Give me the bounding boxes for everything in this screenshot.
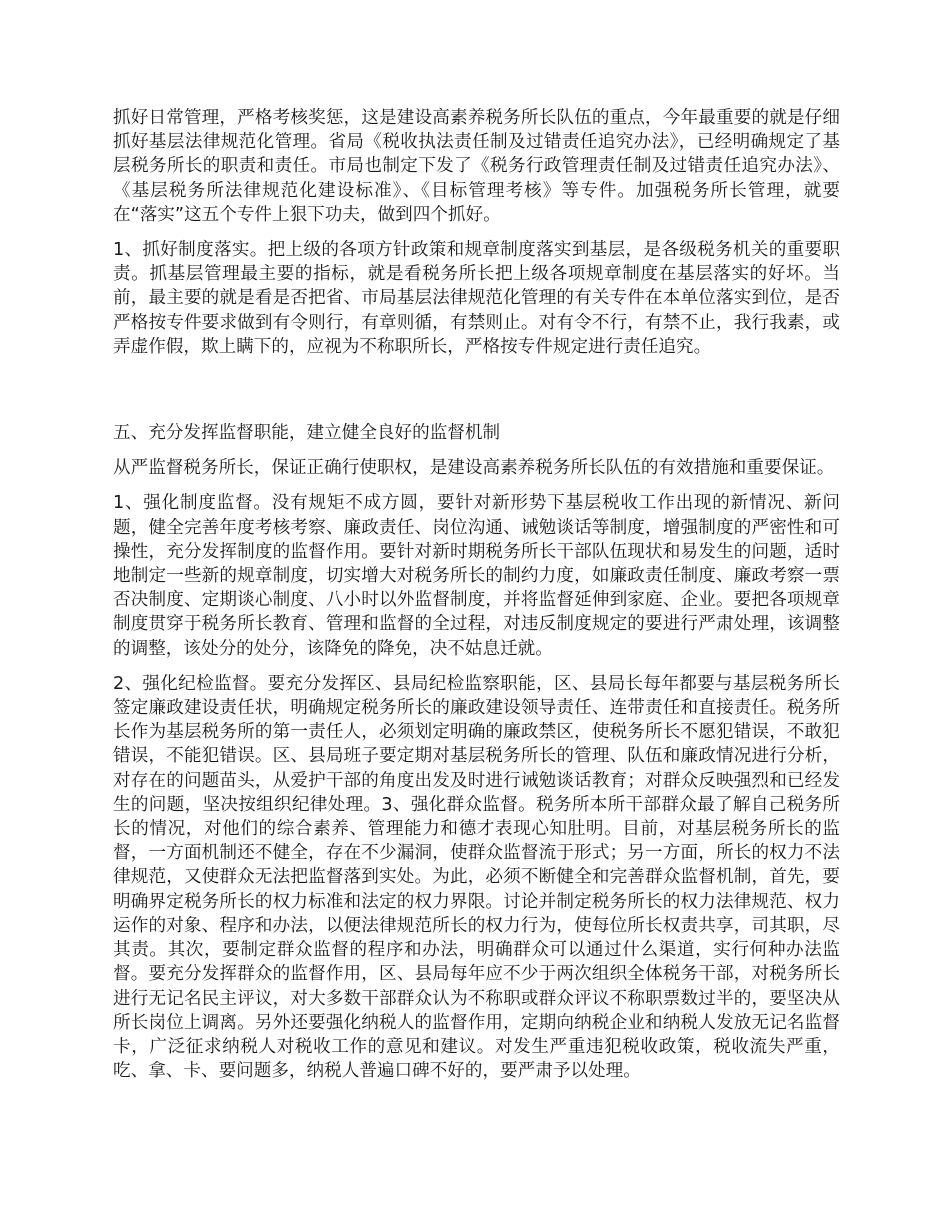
section-heading-supervision: 五、充分发挥监督职能，建立健全良好的监督机制 [113, 423, 501, 444]
paragraph-discipline-supervision: 2、强化纪检监督。要充分发挥区、县局纪检监察职能，区、县局长每年都要与基层税务所长签定廉政建设责任状，明确规定税务所长的廉政建设领导责任、连带责任和直接责任。税务所长作为基层税务所的第一责任人，必须划定明确的廉政禁区，使税务所长不愿犯错误，不敢犯错误，不能犯错误。区、县局班子要定期对基层税务所长的管理、队伍和廉政情况进行分析，对存在的问题苗头，从爱护干部的角度出发及时进行诫勉谈话教育；对群众反映强烈和已经发生的问题，坚决按组织纪律处理。3、强化群众监督。税务所本所干部群众最了解自己税务所长的情况，对他们的综合素养、管理能力和德才表现心知肚明。目前，对基层税务所长的监督，一方面机制还不健全，存在不少漏洞，使群众监督流于形式；另一方面，所长的权力不法律规范，又使群众无法把监督落到实处。为此，必须不断健全和完善群众监督机制，首先，要明确界定税务所长的权力标准和法定的权力界限。讨论并制定税务所长的权力法律规范、权力运作的对象、程序和办法，以便法律规范所长的权力行为，使每位所长权责共享，司其职，尽其责。其次，要制定群众监督的程序和办法，明确群众可以通过什么渠道，实行何种办法监督。要充分发挥群众的监督作用，区、县局每年应不少于两次组织全体税务干部，对税务所长进行无记名民主评议，对大多数干部群众认为不称职或群众评议不称职票数过半的，要坚决从所长岗位上调离。另外还要强化纳税人的监督作用，定期向纳税企业和纳税人发放无记名监督卡，广泛征求纳税人对税收工作的意见和建议。对发生严重违犯税收政策，税收流失严重，吃、拿、卡、要问题多，纳税人普遍口碑不好的，要严肃予以处理。 [113, 673, 840, 1082]
paragraph-daily-management: 抓好日常管理，严格考核奖惩，这是建设高素养税务所长队伍的重点，今年最重要的就是仔细抓好基层法律规范化管理。省局《税收执法责任制及过错责任追究办法》，已经明确规定了基层税务所长的职责和责任。市局也制定下发了《税务行政管理责任制及过错责任追究办法》、《基层税务所法律规范化建设标准》、《目标管理考核》等专件。加强税务所长管理，就要在“落实”这五个专件上狠下功夫，做到四个抓好。 [113, 108, 840, 225]
document-body [113, 106, 840, 1094]
paragraph-system-supervision: 1、强化制度监督。没有规矩不成方圆，要针对新形势下基层税收工作出现的新情况、新问题，健全完善年度考核考察、廉政责任、岗位沟通、诫勉谈话等制度，增强制度的严密性和可操性，充分发挥制度的监督作用。要针对新时期税务所长干部队伍现状和易发生的问题，适时地制定一些新的规章制度，切实增大对税务所长的制约力度，如廉政责任制度、廉政考察一票否决制度、定期谈心制度、八小时以外监督制度，并将监督延伸到家庭、企业。要把各项规章制度贯穿于税务所长教育、管理和监督的全过程，对违反制度规定的要进行严肃处理，该调整的调整，该处分的处分，该降免的降免，决不姑息迁就。 [113, 493, 840, 659]
paragraph-system-implementation: 1、抓好制度落实。把上级的各项方针政策和规章制度落实到基层，是各级税务机关的重要职责。抓基层管理最主要的指标，就是看税务所长把上级各项规章制度在基层落实的好坏。当前，最主要的就是看是否把省、市局基层法律规范化管理的有关专件在本单位落实到位，是否严格按专件要求做到有令则行，有章则循，有禁则止。对有令不行，有禁不止，我行我素，或弄虚作假，欺上瞒下的，应视为不称职所长，严格按专件规定进行责任追究。 [113, 240, 840, 357]
paragraph-supervision-intro: 从严监督税务所长，保证正确行使职权，是建设高素养税务所长队伍的有效措施和重要保证。 [113, 458, 835, 479]
